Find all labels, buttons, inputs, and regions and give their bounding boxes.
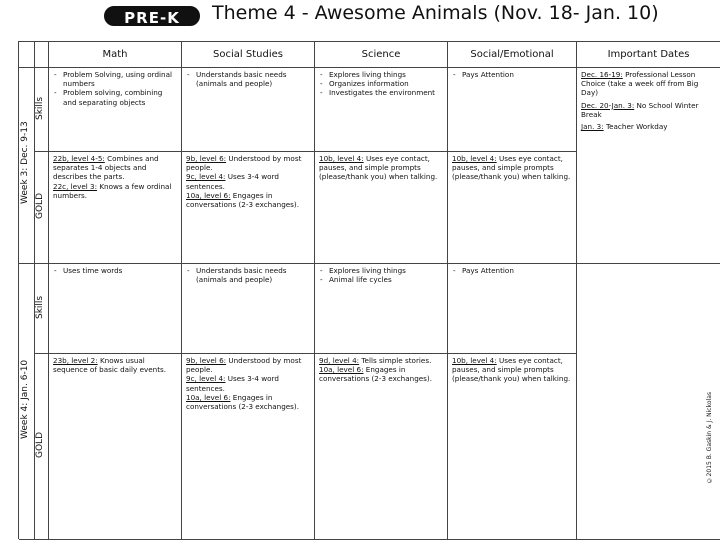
gold-entry bbox=[53, 154, 177, 182]
gold-code: 22b, level 4-5: bbox=[53, 154, 105, 163]
gold-entry bbox=[452, 356, 572, 384]
gold-code: 10b, level 4: bbox=[452, 356, 497, 365]
gold-entry bbox=[319, 154, 443, 182]
w4-skills-science bbox=[315, 264, 448, 354]
w3-gold-social-emotional bbox=[448, 152, 577, 264]
date-label: Dec. 20-Jan. 3: bbox=[581, 100, 635, 110]
gold-code: 22c, level 3: bbox=[53, 181, 98, 191]
w4-skills-math bbox=[49, 264, 182, 354]
corner-cell bbox=[19, 42, 35, 68]
date-label: Jan. 3: bbox=[581, 122, 604, 132]
week-3-gold-label: GOLD bbox=[35, 193, 45, 220]
w3-gold-science bbox=[315, 152, 448, 264]
gold-text: Combines and separates 1-4 objects and describes the parts. bbox=[53, 154, 159, 182]
gold-code: 10b, level 4: bbox=[319, 154, 364, 163]
w4-gold-social-emotional bbox=[448, 354, 577, 540]
w4-important-dates-cell bbox=[577, 264, 720, 540]
col-header-math: Math bbox=[49, 42, 182, 68]
gold-code: 10a, level 6: bbox=[319, 365, 364, 375]
gold-text: Uses eye contact, pauses, and simple prompts (please/thank you) when talking. bbox=[319, 154, 438, 182]
w3-skills-science bbox=[315, 68, 448, 152]
week-3-gold-label-cell bbox=[35, 152, 49, 264]
gold-text: Uses 3-4 word sentences. bbox=[186, 172, 279, 191]
pre-k-logo: PRE-K bbox=[104, 6, 200, 26]
gold-entry bbox=[186, 356, 310, 374]
gold-text: Engages in conversations (2-3 exchanges). bbox=[186, 392, 300, 412]
list-item: - Explores living things bbox=[329, 266, 443, 275]
gold-entry bbox=[186, 374, 310, 392]
list-item: - Problem Solving, using ordinal numbers bbox=[63, 70, 177, 88]
date-entry bbox=[581, 101, 716, 119]
date-label: Dec. 16-19: bbox=[581, 70, 623, 79]
week-3-label-cell bbox=[19, 68, 35, 264]
gold-text: Knows a few ordinal numbers. bbox=[53, 181, 172, 200]
list-item: - Investigates the environment bbox=[329, 88, 443, 97]
col-header-important-dates: Important Dates bbox=[577, 42, 720, 68]
week-4-gold-label-cell bbox=[35, 354, 49, 540]
w3-skills-social-emotional bbox=[448, 68, 577, 152]
list-item: - Pays Attention bbox=[462, 266, 572, 275]
week-3-label: Week 3: Dec. 9-13 bbox=[20, 121, 30, 205]
gold-code: 10b, level 4: bbox=[452, 154, 497, 163]
list-item: - Understands basic needs (animals and people) bbox=[196, 266, 310, 284]
gold-code: 10a, level 6: bbox=[186, 392, 231, 402]
w4-skills-social-studies bbox=[182, 264, 315, 354]
w4-gold-social-studies bbox=[182, 354, 315, 540]
week-4-gold-label: GOLD bbox=[35, 432, 45, 459]
gold-entry bbox=[186, 191, 310, 209]
gold-entry bbox=[53, 356, 177, 374]
week-4-skills-label: Skills bbox=[35, 295, 45, 319]
copyright-note: ©2015 B. Gaskin & J. Nickolas bbox=[706, 392, 713, 484]
date-text: Professional Lesson Choice (take a week off from Big Day) bbox=[581, 70, 699, 98]
gold-entry bbox=[452, 154, 572, 182]
list-item: - Understands basic needs (animals and people) bbox=[196, 70, 310, 88]
gold-code: 9c, level 4: bbox=[186, 374, 226, 384]
week-3-skills-label: Skills bbox=[35, 96, 45, 120]
important-dates-cell bbox=[577, 68, 720, 264]
list-item: - Pays Attention bbox=[462, 70, 572, 79]
col-header-social-emotional: Social/Emotional bbox=[448, 42, 577, 68]
corner-cell-2 bbox=[35, 42, 49, 68]
date-text: No School Winter Break bbox=[581, 100, 699, 119]
w3-gold-math bbox=[49, 152, 182, 264]
gold-entry bbox=[319, 356, 443, 365]
gold-entry bbox=[319, 365, 443, 383]
gold-text: Uses eye contact, pauses, and simple prompts (please/thank you) when talking. bbox=[452, 154, 571, 182]
list-item: - Organizes information bbox=[329, 79, 443, 88]
planner-table bbox=[18, 41, 720, 539]
week-4-label: Week 4: Jan. 6-10 bbox=[20, 359, 30, 439]
list-item: - Problem solving, combining and separating objects bbox=[63, 88, 177, 106]
date-entry bbox=[581, 70, 716, 98]
week-3-skills-label-cell bbox=[35, 68, 49, 152]
w4-skills-social-emotional bbox=[448, 264, 577, 354]
list-item: - Uses time words bbox=[63, 266, 177, 275]
gold-entry bbox=[186, 154, 310, 172]
date-text: Teacher Workday bbox=[603, 122, 668, 132]
col-header-science: Science bbox=[315, 42, 448, 68]
gold-text: Tells simple stories. bbox=[359, 356, 432, 365]
gold-text: Uses 3-4 word sentences. bbox=[186, 374, 279, 393]
gold-entry bbox=[186, 393, 310, 411]
gold-code: 10a, level 6: bbox=[186, 190, 231, 200]
gold-text: Uses eye contact, pauses, and simple prompts (please/thank you) when talking. bbox=[452, 356, 571, 384]
week-4-label-cell bbox=[19, 264, 35, 540]
gold-text: Engages in conversations (2-3 exchanges). bbox=[186, 190, 300, 210]
list-item: - Animal life cycles bbox=[329, 275, 443, 284]
date-entry bbox=[581, 122, 716, 131]
gold-code: 9b, level 6: bbox=[186, 154, 227, 163]
w3-skills-social-studies bbox=[182, 68, 315, 152]
list-item: - Explores living things bbox=[329, 70, 443, 79]
w4-gold-math bbox=[49, 354, 182, 540]
gold-entry bbox=[186, 172, 310, 190]
gold-entry bbox=[53, 182, 177, 200]
gold-code: 9b, level 6: bbox=[186, 356, 227, 365]
header bbox=[0, 0, 720, 36]
gold-code: 9d, level 4: bbox=[319, 356, 360, 365]
gold-text: Knows usual sequence of basic daily events. bbox=[53, 356, 167, 375]
w3-gold-social-studies bbox=[182, 152, 315, 264]
page-title: Theme 4 - Awesome Animals (Nov. 18- Jan. 10) bbox=[212, 2, 659, 24]
gold-text: Understood by most people. bbox=[186, 154, 302, 173]
week-4-skills-label-cell bbox=[35, 264, 49, 354]
w4-gold-science bbox=[315, 354, 448, 540]
gold-code: 23b, level 2: bbox=[53, 356, 98, 365]
w3-skills-math bbox=[49, 68, 182, 152]
col-header-social-studies: Social Studies bbox=[182, 42, 315, 68]
gold-code: 9c, level 4: bbox=[186, 172, 226, 182]
gold-text: Understood by most people. bbox=[186, 356, 302, 375]
gold-text: Engages in conversations (2-3 exchanges). bbox=[319, 365, 433, 384]
